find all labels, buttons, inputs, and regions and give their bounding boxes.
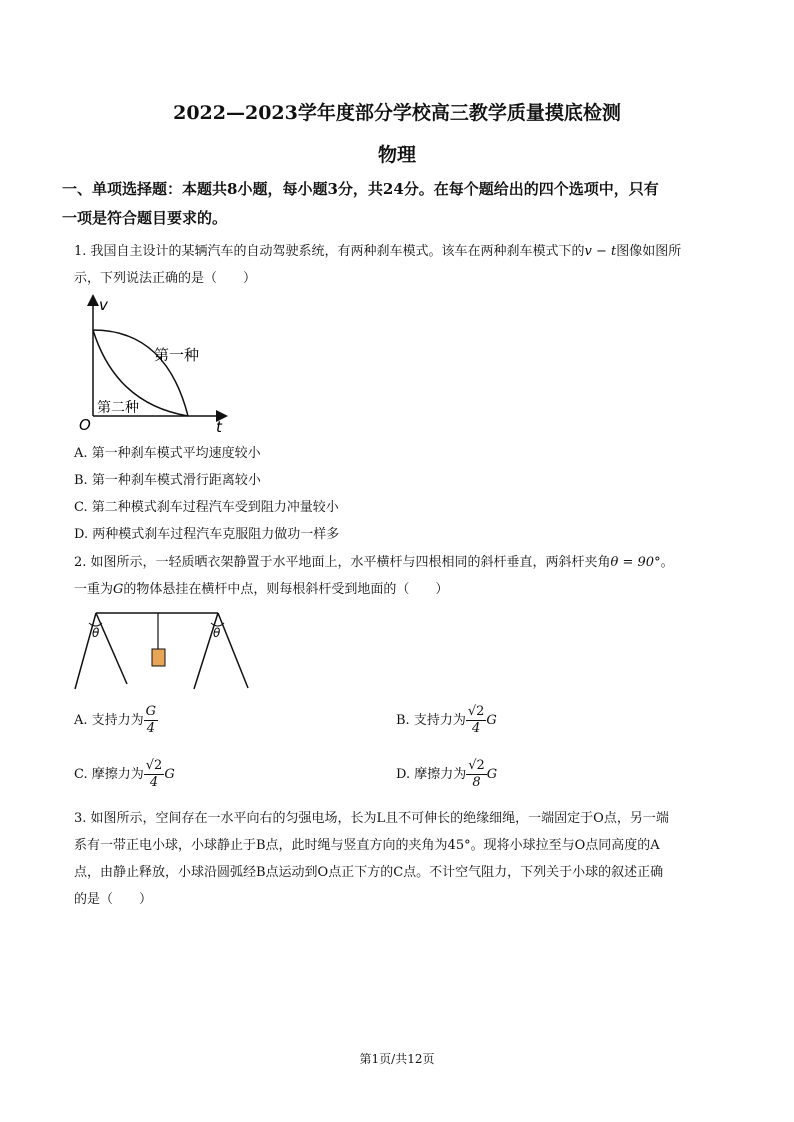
q2-option-c: C. 摩擦力为 $\frac{√2}{4}$ G bbox=[74, 758, 175, 790]
section-heading-line1: 一、单项选择题：本题共8小题，每小题3分，共24分。在每个题给出的四个选项中，只有 bbox=[62, 180, 659, 198]
q2-line2-b: 的物体悬挂在横杆中点，则每根斜杆受到地面的（ ） bbox=[123, 582, 449, 597]
q2-rack-figure bbox=[70, 606, 260, 696]
q1-vt-figure bbox=[76, 294, 236, 434]
q3-line1: 3. 如图所示，空间存在一水平向右的匀强电场，长为L且不可伸长的绝缘细绳，一端固定于O点，另一端 bbox=[74, 811, 669, 826]
q2-option-d-fraction: $\frac{√2}{8}$ bbox=[468, 758, 485, 790]
q2-option-a: A. 支持力为 $\frac{G}{4}$ bbox=[74, 704, 157, 736]
q2-option-a-fraction: $\frac{G}{4}$ bbox=[145, 704, 157, 736]
q1-option-b: B. 第一种刹车模式滑行距离较小 bbox=[74, 473, 261, 488]
q2-line1: 2. 如图所示，一轻质晒衣架静置于水平地面上，水平横杆与四根相同的斜杆垂直，两斜杆夹角 bbox=[74, 555, 611, 570]
right-leg-1 bbox=[194, 613, 218, 689]
q3-line4: 的是（ ） bbox=[74, 892, 153, 907]
q1-line1-end: 图像如图所 bbox=[616, 244, 682, 259]
question-3-stem bbox=[74, 805, 736, 913]
x-axis-label: t bbox=[216, 418, 222, 434]
curve-first-label: 第一种 bbox=[154, 346, 200, 364]
q2-option-b-fraction: $\frac{√2}{4}$ bbox=[467, 704, 485, 736]
curve-second-label: 第二种 bbox=[97, 400, 139, 416]
q2-line2-a: 一重为 bbox=[74, 582, 114, 597]
q2-angle: θ = 90° bbox=[610, 555, 661, 570]
q3-line3: 点，由静止释放，小球沿圆弧经B点运动到O点正下方的C点。不计空气阻力，下列关于小球的叙述正确 bbox=[74, 865, 664, 880]
q1-option-c: C. 第二种模式刹车过程汽车受到阻力冲量较小 bbox=[74, 500, 339, 515]
subject-title: 物理 bbox=[377, 144, 416, 166]
right-theta-label: θ bbox=[213, 626, 221, 640]
q1-option-a: A. 第一种刹车模式平均速度较小 bbox=[74, 446, 261, 461]
question-1-stem bbox=[74, 238, 736, 292]
hanging-weight bbox=[152, 649, 165, 666]
left-theta-label: θ bbox=[92, 626, 100, 640]
origin-label: O bbox=[79, 416, 91, 434]
q1-option-d: D. 两种模式刹车过程汽车克服阻力做功一样多 bbox=[74, 527, 340, 542]
q2-line1-end: 。 bbox=[660, 555, 674, 570]
section-heading bbox=[62, 175, 742, 233]
q1-vt: v − t bbox=[584, 244, 617, 259]
q1-line2: 示，下列说法正确的是（ ） bbox=[74, 271, 257, 286]
q2-option-d: D. 摩擦力为 $\frac{√2}{8}$ G bbox=[396, 758, 498, 790]
question-2-stem bbox=[74, 549, 736, 603]
page-footer: 第1页/共12页 bbox=[359, 1052, 435, 1066]
q1-line1: 1. 我国自主设计的某辆汽车的自动驾驶系统，有两种刹车模式。该车在两种刹车模式下的 bbox=[74, 244, 585, 259]
q2-option-c-fraction: $\frac{√2}{4}$ bbox=[145, 758, 163, 790]
q1-options bbox=[74, 440, 736, 548]
q2-option-b: B. 支持力为 $\frac{√2}{4}$ G bbox=[396, 704, 497, 736]
y-axis-label: v bbox=[99, 296, 108, 314]
left-leg-1 bbox=[75, 613, 96, 689]
exam-title: 2022—2023学年度部分学校高三教学质量摸底检测 bbox=[173, 102, 621, 124]
q3-line2: 系有一带正电小球，小球静止于B点，此时绳与竖直方向的夹角为45°。现将小球拉至与O点同高度的A bbox=[74, 838, 660, 853]
section-heading-line2: 一项是符合题目要求的。 bbox=[62, 209, 228, 227]
q2-g: G bbox=[113, 582, 124, 597]
